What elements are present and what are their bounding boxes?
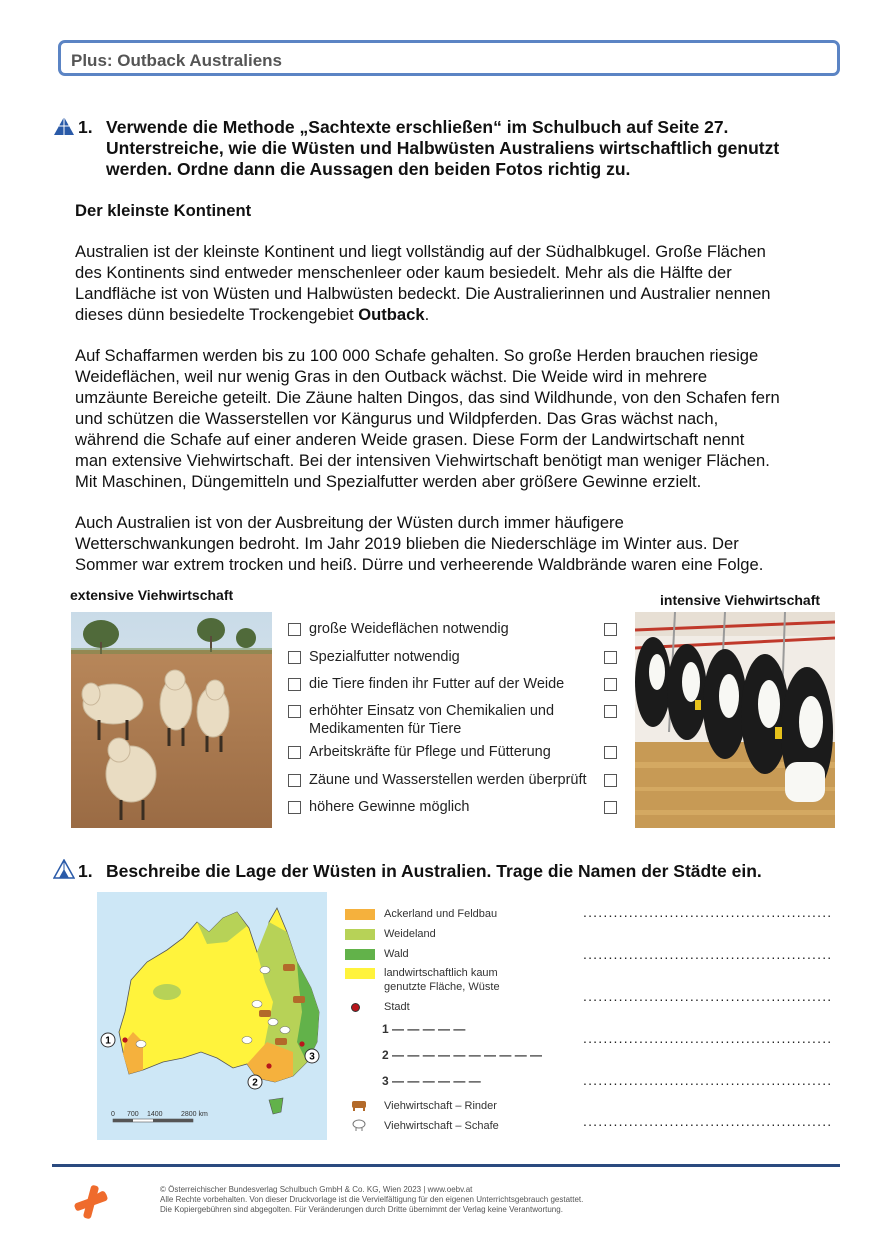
answer-line[interactable]: ................................................. (583, 1030, 833, 1046)
footer-copyright (160, 1185, 583, 1215)
article-paragraph-3: Auch Australien ist von der Ausbreitung der Wüsten durch immer häufigere Wetterschwankungen bedroht. Im Jahr 2019 blieben die Niederschläge im Winter aus. Der Sommer war extrem trocken und heiß. Dürre und verheerende Waldbrände waren eine Folge. (75, 513, 764, 574)
legend-label: landwirtschaftlich kaum (384, 967, 498, 979)
article-heading: Der kleinste Kontinent (75, 201, 252, 220)
footer-divider (52, 1164, 840, 1167)
checkbox-intensive[interactable] (604, 705, 617, 718)
photo-label-intensive: intensive Viehwirtschaft (660, 592, 821, 608)
difficulty-triangle-outline-icon (53, 859, 75, 879)
sheep-icon (351, 1119, 369, 1131)
checkbox-intensive[interactable] (604, 774, 617, 787)
legend-city-dot (351, 1003, 360, 1012)
checkbox-intensive[interactable] (604, 651, 617, 664)
task1-number: 1. (78, 117, 93, 137)
legend-label: genutzte Fläche, Wüste (384, 981, 500, 993)
svg-text:2800 km: 2800 km (181, 1111, 208, 1118)
svg-text:3: 3 (309, 1051, 315, 1063)
legend-sheep-label: Viehwirtschaft – Schafe (384, 1120, 499, 1132)
task1-line: Verwende die Methode „Sachtexte erschließen“ im Schulbuch auf Seite 27. (106, 117, 729, 137)
pasture-west (153, 984, 181, 1000)
checkbox-extensive[interactable] (288, 705, 301, 718)
legend-swatch-desert (345, 968, 375, 979)
legend-swatch-pasture (345, 929, 375, 940)
svg-text:1: 1 (105, 1035, 111, 1047)
outback-term: Outback (358, 305, 425, 324)
answer-line[interactable]: ................................................. (583, 1072, 833, 1088)
cattle-photo (635, 612, 835, 828)
checkbox-extensive[interactable] (288, 651, 301, 664)
blank-1[interactable]: 1 — — — — — (382, 1022, 466, 1036)
cattle-icon (351, 1099, 369, 1111)
australia-map (97, 892, 327, 1140)
answer-line[interactable]: ................................................. (583, 1113, 833, 1129)
checkbox-intensive[interactable] (604, 678, 617, 691)
legend-label: Ackerland und Feldbau (384, 908, 498, 920)
checkbox-extensive[interactable] (288, 774, 301, 787)
sheep-photo (71, 612, 272, 828)
answer-line[interactable]: ................................................. (583, 946, 833, 962)
task1-line: Unterstreiche, wie die Wüsten und Halbwüsten Australiens wirtschaftlich genutzt (106, 138, 780, 158)
svg-text:0: 0 (111, 1111, 115, 1118)
legend-cattle-label: Viehwirtschaft – Rinder (384, 1100, 497, 1112)
footer-line: Alle Rechte vorbehalten. Von dieser Druckvorlage ist die Vervielfältigung für den eigenen Unterrichtsgebrauch gestattet. (160, 1195, 584, 1204)
checkbox-extensive[interactable] (288, 801, 301, 814)
legend-label: Weideland (384, 928, 436, 940)
svg-text:2: 2 (252, 1077, 258, 1089)
title-box (58, 40, 840, 76)
footer-line: © Österreichischer Bundesverlag Schulbuch GmbH & Co. KG, Wien 2023 | www.oebv.at (160, 1185, 473, 1194)
checkbox-intensive[interactable] (604, 746, 617, 759)
difficulty-triangle-icon (53, 116, 75, 136)
legend-swatch-farmland (345, 909, 375, 920)
checkbox-extensive[interactable] (288, 678, 301, 691)
map-legend (345, 908, 565, 1138)
blank-2[interactable]: 2 — — — — — — — — — — (382, 1048, 543, 1062)
legend-label: Wald (384, 948, 409, 960)
answer-line[interactable]: ................................................. (583, 988, 833, 1004)
legend-swatch-forest (345, 949, 375, 960)
legend-city-label: Stadt (384, 1001, 410, 1013)
checkbox-extensive[interactable] (288, 623, 301, 636)
checkbox-intensive[interactable] (604, 801, 617, 814)
photo-label-extensive: extensive Viehwirtschaft (70, 587, 234, 603)
task2-number: 1. (78, 861, 93, 881)
task1-line: werden. Ordne dann die Aussagen den beiden Fotos richtig zu. (106, 159, 631, 179)
publisher-logo-icon (72, 1183, 110, 1221)
page-title: Plus: Outback Australiens (71, 51, 282, 70)
article-paragraph-2: Auf Schaffarmen werden bis zu 100 000 Schafe gehalten. So große Herden brauchen riesige Weideflächen, weil nur wenig Gras in den Outback wächst. Die Weide wird in mehrere umzäunte Bereiche geteilt. Die Zäune halten Dingos, das sind Wildhunde, von den Schafen fern und schützen die Wasserstellen vor Kängurus und Wildpferden. Das Gras wächst nach, während die Schafe auf einer anderen Weide grasen. Diese Form der Landwirtschaft nennt man extensive Viehwirtschaft. Bei der intensiven Viehwirtschaft benötigt man weniger Flächen. Mit Maschinen, Düngemitteln und Spezialfutter werden aber größere Gewinne erzielt. (75, 346, 780, 491)
blank-3[interactable]: 3 — — — — — — (382, 1074, 481, 1088)
article-body (75, 241, 855, 595)
footer-line: Die Kopiergebühren sind abgegolten. Für Veränderungen durch Dritte übernimmt der Verlag keine Verantwortung. (160, 1205, 563, 1214)
task1-instructions (106, 117, 836, 180)
task2-instructions: Beschreibe die Lage der Wüsten in Australien. Trage die Namen der Städte ein. (106, 861, 762, 881)
checkbox-extensive[interactable] (288, 746, 301, 759)
svg-text:700: 700 (127, 1111, 139, 1118)
article-paragraph-1: Australien ist der kleinste Kontinent und liegt vollständig auf der Südhalbkugel. Große Flächen des Kontinents sind entweder menschenleer oder kaum besiedelt. Mehr als die Hälfte der Landfläche ist von Wüsten und Halbwüsten bedeckt. Die Australierinnen und Australier nennen dieses dünn besiedelte Trockengebiet Outback. (75, 242, 771, 324)
svg-text:1400: 1400 (147, 1111, 163, 1118)
checkbox-intensive[interactable] (604, 623, 617, 636)
answer-line[interactable]: ................................................. (583, 904, 833, 920)
